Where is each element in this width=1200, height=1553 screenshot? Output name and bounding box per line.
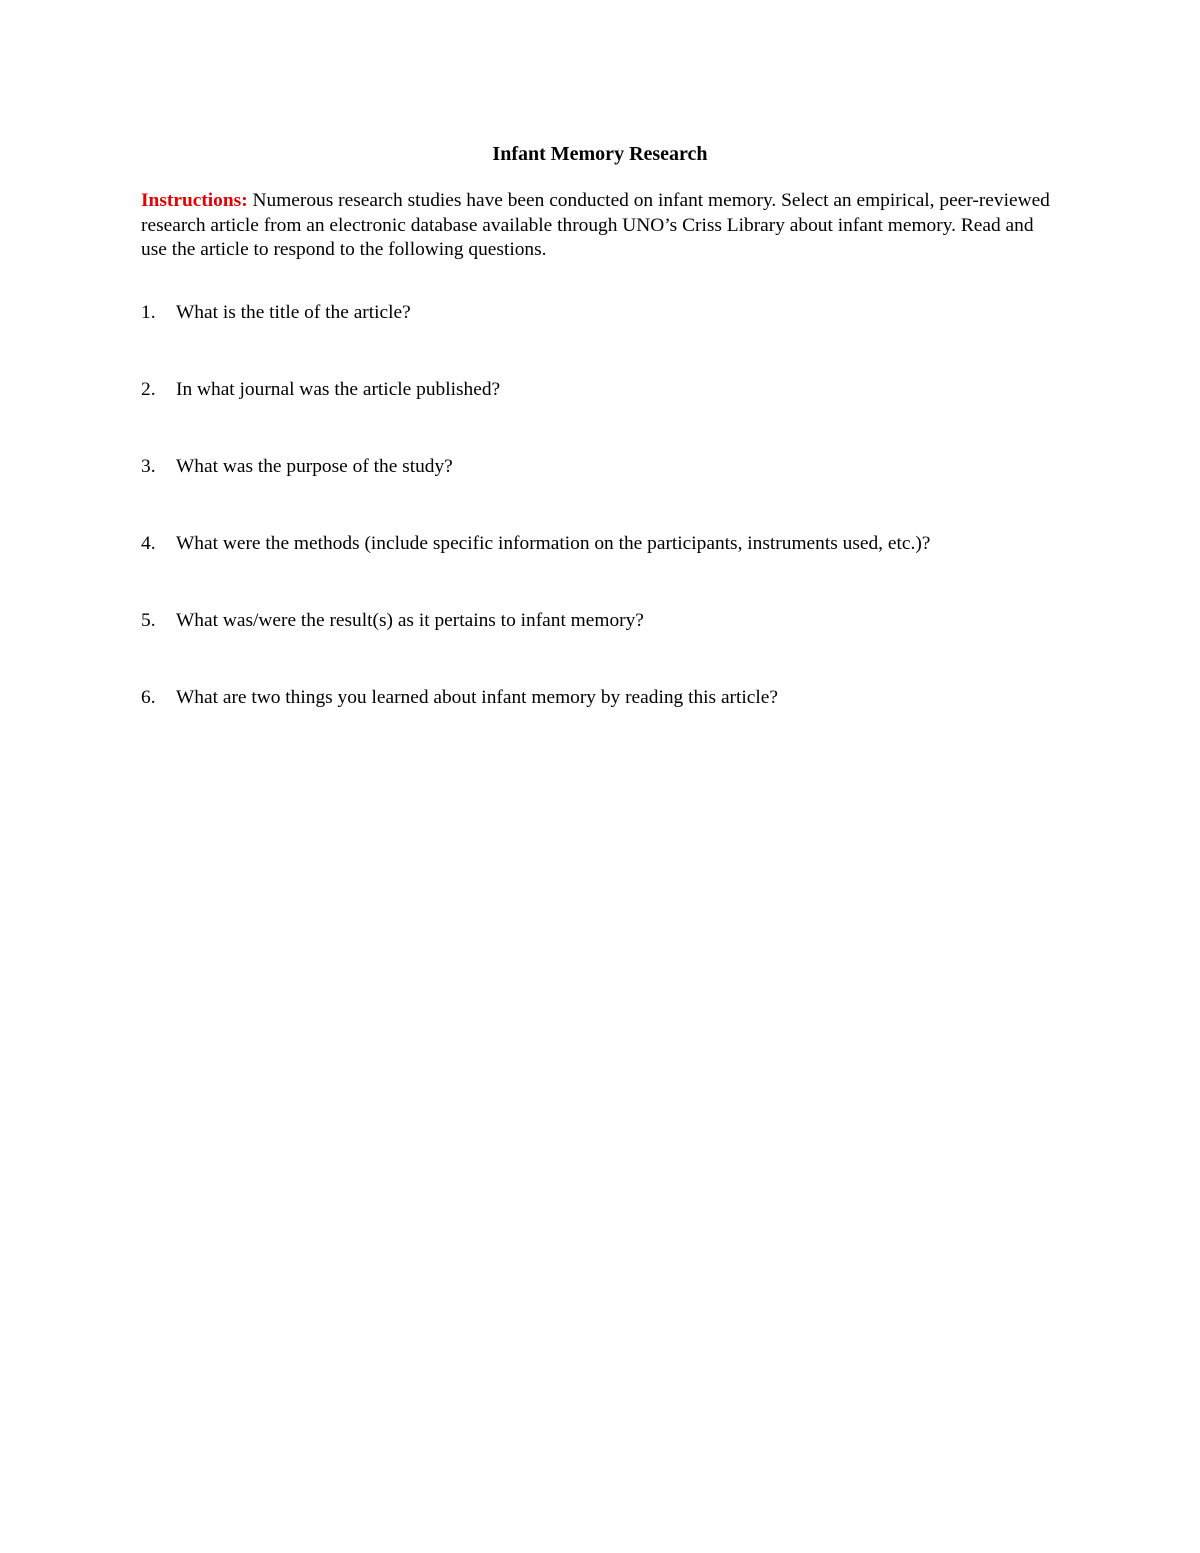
question-number: 3.: [141, 456, 156, 477]
question-item-1: [141, 300, 1061, 377]
question-number: 5.: [141, 610, 156, 631]
question-number: 1.: [141, 302, 156, 323]
question-number: 4.: [141, 533, 156, 554]
instructions-paragraph: [141, 189, 1061, 263]
question-item-2: [141, 377, 1061, 454]
question-text: What are two things you learned about infant memory by reading this article?: [176, 687, 778, 708]
instructions-label: Instructions:: [141, 190, 248, 211]
question-list: [141, 300, 1061, 762]
question-item-3: [141, 454, 1061, 531]
question-item-6: [141, 685, 1061, 762]
question-number: 6.: [141, 687, 156, 708]
document-title: Infant Memory Research: [492, 143, 708, 165]
question-item-5: [141, 608, 1061, 685]
question-text: What was/were the result(s) as it pertains to infant memory?: [176, 610, 644, 631]
question-text: What is the title of the article?: [176, 302, 411, 323]
question-text: What was the purpose of the study?: [176, 456, 453, 477]
question-text: In what journal was the article published?: [176, 379, 501, 400]
question-text: What were the methods (include specific information on the participants, instruments used, etc.)?: [176, 533, 931, 554]
question-item-4: [141, 531, 1061, 608]
instructions-text: Numerous research studies have been conducted on infant memory. Select an empirical, peer-reviewed research article from an electronic database available through UNO’s Criss Library about infant memory. Read and use the article to respond to the following questions.: [141, 190, 1050, 260]
question-number: 2.: [141, 379, 156, 400]
